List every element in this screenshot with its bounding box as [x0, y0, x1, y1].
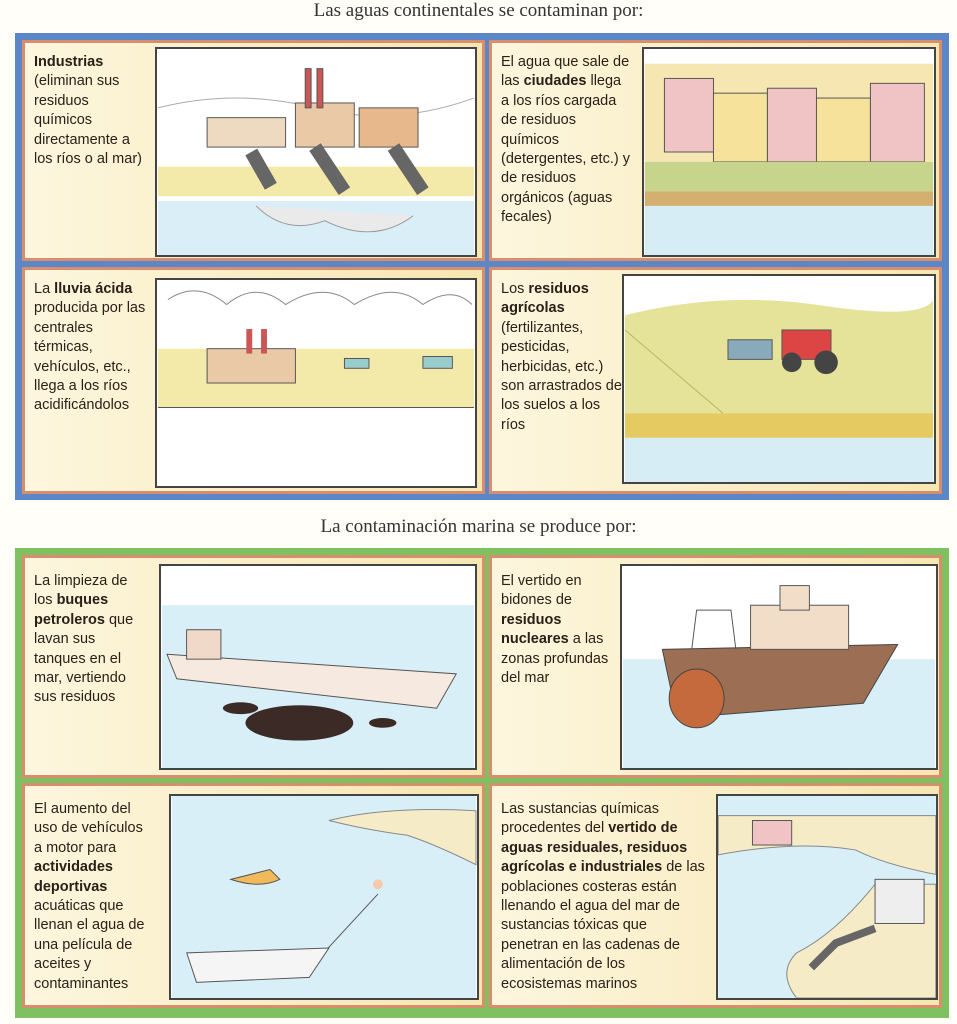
nuclear-barrels-ship-illustration — [620, 564, 938, 770]
marine-heading: La contaminación marina se produce por: — [320, 516, 637, 537]
continental-section — [15, 33, 949, 500]
panel-cities-text: El agua que sale de las ciudades llega a los ríos cargada de residuos químicos (detergentes, etc.) y de residuos orgánicos (aguas fecales) — [501, 54, 630, 226]
city-sewage-illustration — [642, 47, 936, 257]
oil-tanker-illustration — [159, 564, 477, 770]
panel-water-sports-text: El aumento del uso de vehículos a motor para actividades deportivas acuáticas que llenan el agua de una película de aceites y contaminantes — [34, 801, 145, 992]
panel-oil-tankers-text: La limpieza de los buques petroleros que lavan sus tanques en el mar, vertiendo sus residuos — [34, 573, 134, 706]
panel-industries — [22, 40, 485, 261]
panel-coastal-discharge — [489, 783, 942, 1008]
farm-tractor-illustration — [622, 274, 936, 484]
panel-coastal-discharge-text: Las sustancias químicas procedentes del vertido de aguas residuales, residuos agrícolas e industriales de las poblaciones costeras están llenando el agua del mar de sustancias tóxicas que penetran en las cadenas de alimentación de los ecosistemas marinos — [501, 801, 705, 992]
acid-rain-illustration — [155, 278, 477, 488]
panel-nuclear-waste — [489, 555, 942, 778]
continental-heading: Las aguas continentales se contaminan por: — [313, 0, 644, 21]
panel-nuclear-waste-text: El vertido en bidones de residuos nucleares a las zonas profundas del mar — [501, 573, 609, 687]
panel-agricultural-text: Los residuos agrícolas (fertilizantes, pesticidas, herbicidas, etc.) son arrastrados de los suelos a los ríos — [501, 281, 622, 433]
motorboat-jetski-illustration — [169, 794, 479, 1000]
panel-oil-tankers — [22, 555, 485, 778]
factory-pipes-illustration — [155, 47, 477, 257]
marine-section — [15, 548, 949, 1018]
panel-water-sports — [22, 783, 485, 1008]
panel-agricultural-waste — [489, 267, 942, 494]
coastal-pollution-illustration — [716, 794, 938, 1000]
panel-cities — [489, 40, 942, 261]
panel-acid-rain-text: La lluvia ácida producida por las centrales térmicas, vehículos, etc., llega a los ríos acidificándolos — [34, 281, 146, 414]
panel-industries-text: Industrias (eliminan sus residuos químicos directamente a los ríos o al mar) — [34, 54, 142, 168]
panel-acid-rain — [22, 267, 485, 494]
